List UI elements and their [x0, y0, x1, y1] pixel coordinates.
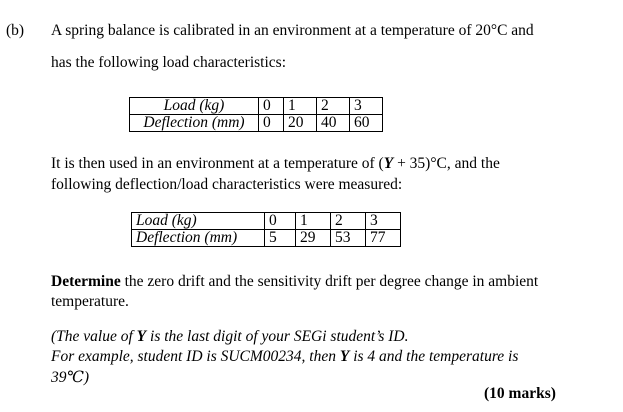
table-cell: 53 [331, 230, 366, 247]
y-variable: Y [136, 328, 147, 345]
table-cell: 3 [366, 213, 401, 230]
table-row [132, 230, 401, 247]
table-cell: 1 [284, 98, 317, 115]
table-row [132, 213, 401, 230]
intro-line-1: A spring balance is calibrated in an environment at a temperature of 20°C and [51, 22, 534, 39]
determine-keyword: Determine [51, 273, 121, 290]
table-cell: 0 [265, 213, 296, 230]
intro-line-2: has the following load characteristics: [51, 54, 287, 71]
table-cell: 2 [331, 213, 366, 230]
table-cell: 5 [265, 230, 296, 247]
y-variable: Y [383, 155, 394, 172]
table-row [130, 115, 383, 132]
task-line-2: temperature. [51, 293, 129, 310]
table-cell: 3 [350, 98, 383, 115]
note-line-2: For example, student ID is SUCM00234, then Y is 4 and the temperature is [51, 348, 519, 365]
y-variable: Y [339, 348, 350, 365]
table-cell: 60 [350, 115, 383, 132]
table-cell: 20 [284, 115, 317, 132]
table-row [130, 98, 383, 115]
deflection-header: Deflection (mm) [130, 115, 259, 132]
note-line-1: (The value of Y is the last digit of your SEGi student’s ID. [51, 328, 409, 345]
table-cell: 2 [317, 98, 350, 115]
middle-line-2: following deflection/load characteristics were measured: [51, 176, 403, 193]
load-header: Load (kg) [130, 98, 259, 115]
task-line-1: Determine the zero drift and the sensitivity drift per degree change in ambient [51, 273, 539, 290]
question-label: (b) [6, 22, 25, 39]
marks-label: (10 marks) [484, 385, 556, 402]
table-cell: 77 [366, 230, 401, 247]
calibration-table [129, 97, 383, 132]
middle-line-1: It is then used in an environment at a temperature of (Y + 35)°C, and the [51, 155, 500, 172]
load-header: Load (kg) [132, 213, 265, 230]
table-cell: 1 [296, 213, 331, 230]
table-cell: 29 [296, 230, 331, 247]
measured-table [131, 212, 401, 247]
table-cell: 40 [317, 115, 350, 132]
table-cell: 0 [259, 98, 284, 115]
table-cell: 0 [259, 115, 284, 132]
note-line-3: 39℃) [51, 369, 90, 386]
deflection-header: Deflection (mm) [132, 230, 265, 247]
